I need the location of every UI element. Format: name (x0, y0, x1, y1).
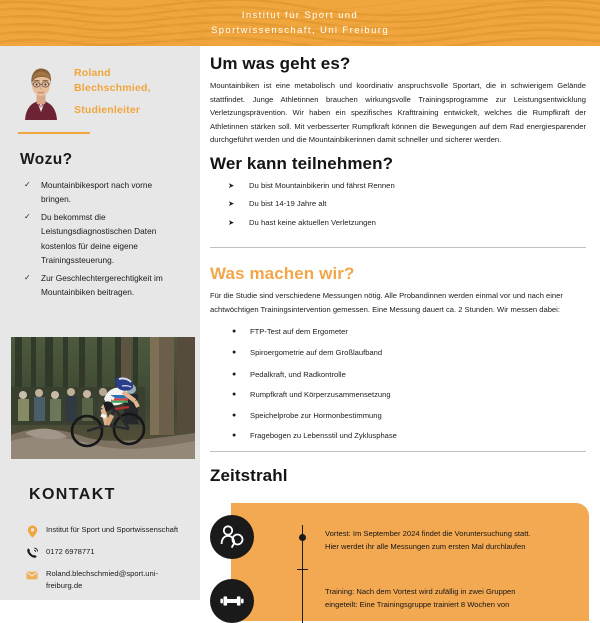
timeline-entry-2-text (325, 585, 587, 611)
arrow-bullet-icon: ➤ (228, 217, 235, 227)
list-item (228, 198, 586, 210)
was-machen-wir-list (232, 326, 586, 441)
dot-bullet-icon: ● (232, 391, 237, 399)
timeline (210, 503, 586, 623)
section-divider-bottom (210, 451, 586, 452)
list-item (232, 389, 586, 400)
sidebar (0, 46, 200, 600)
section-divider-top (210, 247, 586, 248)
contact-address-text: Institut für Sport und Sportwissenschaft (46, 525, 179, 534)
phone-icon (26, 547, 38, 559)
timeline-entry-1-line-2: Hier werdet ihr alle Messungen zum ersten Mal durchlaufen (325, 541, 526, 551)
mountain-biker-photo (11, 337, 195, 459)
main-content (200, 46, 600, 609)
profile-name-line-2: Blechschmied, (74, 82, 151, 95)
profile-block (18, 60, 184, 120)
dot-bullet-icon: ● (232, 371, 237, 379)
messung-item-text: Fragebogen zu Lebensstil und Zyklusphase (250, 431, 397, 441)
was-machen-wir-paragraph: Für die Studie sind verschiedene Messungen nötig. Alle Probandinnen werden einmal vor und nach einer achtwöchtigen Trainingsintervention gemessen. Eine Messung dauert ca. 2 Stunden. Wir messen dabei: (210, 291, 563, 314)
timeline-entry-1-text (325, 527, 587, 553)
timeline-rail-dot (299, 534, 306, 541)
timeline-entry-1-line-1: Vortest: Im September 2024 findet die Voruntersuchung statt. (325, 528, 531, 538)
contact-email-text: Roland.blechschmied@sport.uni-freiburg.de (46, 569, 158, 590)
teilnehmen-item-text: Du hast keine aktuellen Verletzungen (249, 217, 376, 227)
list-item (18, 271, 184, 300)
contact-item-email[interactable] (26, 568, 194, 592)
avatar (18, 60, 64, 120)
contact-item-phone[interactable] (26, 546, 194, 559)
check-icon: ✓ (24, 273, 31, 283)
envelope-icon (26, 569, 38, 581)
list-item (232, 369, 586, 380)
wer-kann-teilnehmen-heading: Wer kann teilnehmen? (210, 153, 394, 173)
list-item (228, 180, 586, 192)
wozu-item-text: Du bekommst die Leistungsdiagnostischen Daten kostenlos für deine eigene Trainingssteuerung. (41, 212, 157, 265)
page-header (0, 0, 600, 46)
timeline-entry-2-line-1: Training: Nach dem Vortest wird zufällig in zwei Gruppen (325, 586, 516, 596)
header-institution-title (0, 0, 600, 46)
arrow-bullet-icon: ➤ (228, 199, 235, 209)
teilnehmen-item-text: Du bist Mountainbikerin und fährst Rennen (249, 180, 395, 190)
header-line-2: Sportwissenschaft, Uni Freiburg (210, 24, 390, 36)
contact-phone-text: 0172 6978771 (46, 547, 95, 556)
dot-bullet-icon: ● (232, 432, 237, 440)
wozu-heading: Wozu? (20, 150, 73, 168)
zeitstrahl-heading: Zeitstrahl (210, 465, 288, 485)
wozu-item-text: Mountainbikesport nach vorne bringen. (41, 179, 153, 204)
dot-bullet-icon: ● (232, 348, 237, 356)
um-was-geht-es-heading: Um was geht es? (210, 54, 351, 73)
timeline-entry-2-line-2: eingeteilt: Eine Trainingsgruppe trainiert 8 Wochen von (325, 599, 510, 609)
wozu-item-text: Zur Geschlechtergerechtigkeit im Mountainbiken beitragen. (41, 273, 163, 298)
was-machen-wir-heading: Was machen wir? (210, 264, 355, 284)
profile-role: Studienleiter (74, 104, 141, 117)
check-icon: ✓ (24, 212, 31, 222)
check-icon: ✓ (24, 179, 31, 189)
um-was-geht-es-paragraph: Mountainbiken ist eine metabolisch und koordinativ anspruchsvolle Sportart, die in schwierigem Gelände stattfindet. Junge Athletinnen brauchen wirkungsvolle Trainingsprogramme zur Leistungsentwicklung Verletzungsprävention. Wir haben ein spezifisches Krafttraining entwickelt, welches die Rumpfkraft der Athletinnen stärken soll. Mit verbesserter Rumpfkraft können die Bewegungen auf dem Rad energiesparender durchgeführt werden und die Mountainbikerinnen damit schneller und sicherer werden. (210, 81, 586, 145)
dumbbell-icon (219, 588, 245, 614)
list-item (232, 430, 586, 441)
dot-bullet-icon: ● (232, 411, 237, 419)
sidebar-divider (18, 132, 90, 134)
timeline-rail-tick (297, 569, 308, 570)
messung-item-text: Spiroergometrie auf dem Großlaufband (250, 347, 383, 357)
header-line-1: Institut für Sport und (241, 9, 359, 21)
wer-kann-teilnehmen-list (228, 180, 586, 229)
arrow-bullet-icon: ➤ (228, 180, 235, 190)
location-pin-icon (26, 525, 38, 537)
profile-name-role (74, 60, 151, 119)
contact-item-address (26, 524, 194, 537)
wozu-list (18, 178, 184, 300)
list-item (232, 410, 586, 421)
profile-name-line-1: Roland (74, 67, 111, 79)
messung-item-text: Rumpfkraft und Körperzusammensetzung (250, 390, 391, 400)
messung-item-text: Pedalkraft, und Radkontrolle (250, 370, 346, 380)
contact-list (26, 524, 194, 601)
teilnehmen-item-text: Du bist 14-19 Jahre alt (249, 199, 327, 209)
messung-item-text: Speichelprobe zur Hormonbestimmung (250, 410, 382, 420)
kontakt-heading: KONTAKT (29, 486, 116, 503)
timeline-entry-2-icon (210, 579, 254, 623)
list-item (232, 347, 586, 358)
messung-item-text: FTP-Test auf dem Ergometer (250, 327, 348, 337)
dot-bullet-icon: ● (232, 328, 237, 336)
portrait-photo-icon (18, 60, 64, 120)
mountain-biker-forest-image (11, 337, 195, 459)
list-item (228, 217, 586, 229)
timeline-entry-1-icon (210, 515, 254, 559)
list-item (18, 178, 184, 207)
list-item (18, 210, 184, 267)
list-item (232, 326, 586, 337)
group-people-icon (219, 524, 245, 550)
